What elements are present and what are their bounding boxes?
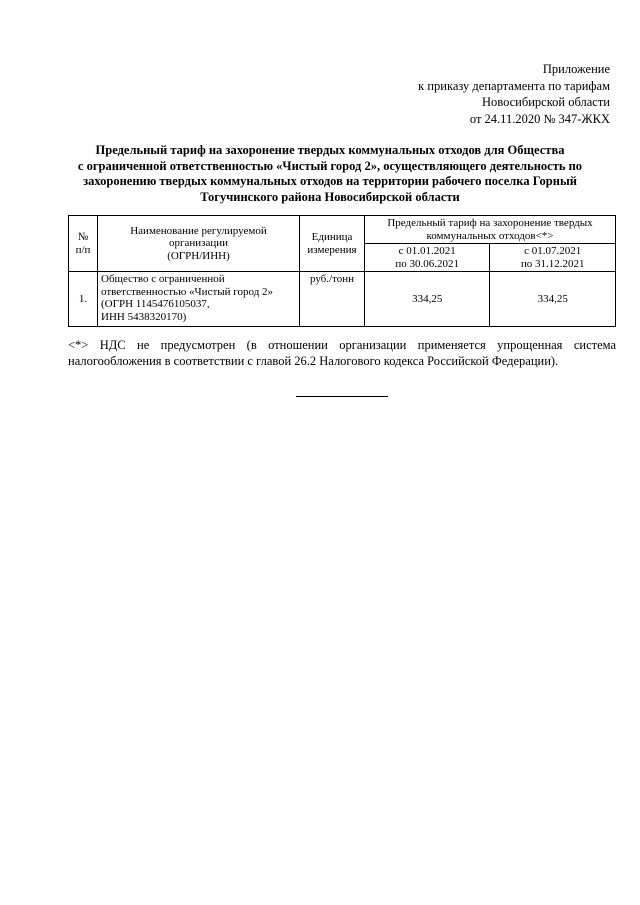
header-org-line: организации — [168, 237, 229, 250]
header-unit — [300, 216, 365, 272]
row-organization — [98, 272, 300, 327]
org-ogrn: (ОГРН 1145476105037, — [101, 298, 210, 310]
appendix-region: Новосибирской области — [481, 95, 610, 109]
tariff-table — [68, 215, 616, 327]
period-2-start: с 01.07.2021 — [524, 245, 582, 257]
closing-divider — [296, 396, 388, 397]
table-header-row — [69, 216, 616, 244]
org-line: Общество с ограниченной — [101, 273, 225, 285]
header-org-line: Наименование регулируемой — [130, 224, 267, 237]
header-org-line: (ОГРН/ИНН) — [167, 249, 230, 262]
header-num-symbol: № — [77, 231, 89, 243]
appendix-label: Приложение — [542, 62, 610, 76]
period-1-start: с 01.01.2021 — [398, 245, 456, 257]
document-title — [60, 143, 600, 205]
header-tariff: Предельный тариф на захоронение твердых коммунальных отходов<*> — [365, 216, 616, 244]
header-organization — [98, 216, 300, 272]
header-num-abbrev: п/п — [75, 243, 91, 256]
header-num — [69, 216, 98, 272]
org-line: ответственностью «Чистый город 2» — [101, 285, 274, 298]
row-number: 1. — [69, 272, 98, 327]
period-1-end: по 30.06.2021 — [395, 257, 460, 270]
header-unit-line: измерения — [307, 243, 357, 256]
appendix-order-date: от 24.11.2020 № 347-ЖКХ — [469, 111, 610, 126]
row-unit: руб./тонн — [300, 272, 365, 327]
appendix-order-ref: к приказу департамента по тарифам — [418, 78, 610, 93]
title-line: Тогучинского района Новосибирской области — [200, 189, 460, 204]
title-line: захоронению твердых коммунальных отходов на территории рабочего поселка Горный — [83, 174, 577, 188]
table-row — [69, 272, 616, 327]
title-line: с ограниченной ответственностью «Чистый город 2», осуществляющего деятельность по — [77, 158, 583, 173]
row-tariff-period-2: 334,25 — [490, 272, 616, 327]
header-period-1 — [365, 244, 490, 272]
footnote: <*> НДС не предусмотрен (в отношении организации применяется упрощенная система налогообложения в соответствии с главой 26.2 Налогового кодекса Российской Федерации). — [68, 338, 616, 368]
period-2-end: по 31.12.2021 — [520, 257, 585, 270]
title-line: Предельный тариф на захоронение твердых коммунальных отходов для Общества — [95, 143, 565, 157]
header-unit-line: Единица — [311, 231, 353, 243]
org-inn: ИНН 5438320170) — [101, 310, 187, 323]
appendix-header — [310, 61, 610, 127]
header-period-2 — [490, 244, 616, 272]
row-tariff-period-1: 334,25 — [365, 272, 490, 327]
